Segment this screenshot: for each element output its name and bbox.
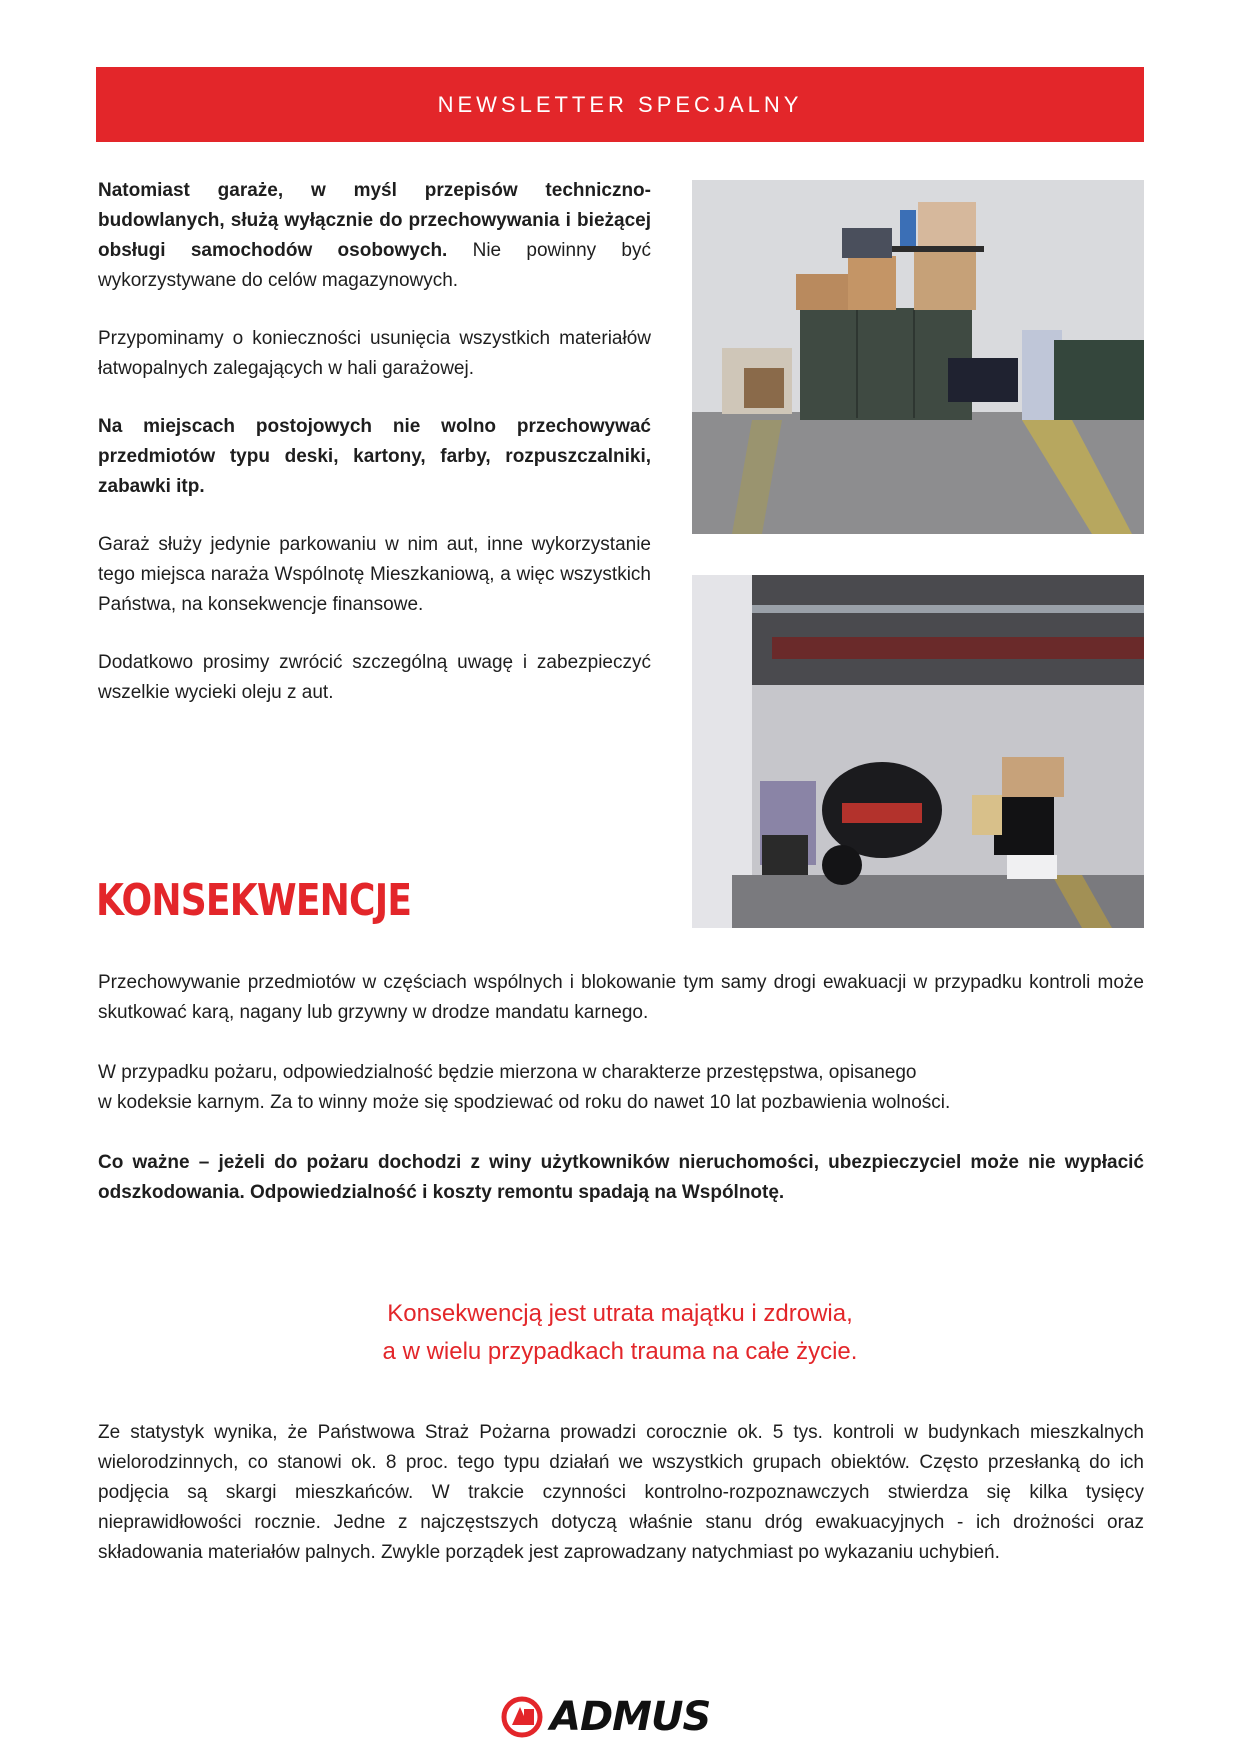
paragraph-garages-bold: Natomiast garaże, w myśl przepisów techniczno-budowlanych, służą wyłącznie do przechowywania i bieżącej obsługi samochodów osobowych. bbox=[98, 180, 651, 261]
statistics-paragraph: Ze statystyk wynika, że Państwowa Straż Pożarna prowadzi corocznie ok. 5 tys. kontroli w budynkach mieszkalnych wielorodzinnych, co stanowi ok. 8 proc. tego typu działań we wszystkich grupach obiektów. Często przesłanką do ich podjęcia są skargi mieszkańców. W trakcie czynności kontrolno-rozpoznawczych stwierdza się kilka tysięcy nieprawidłowości rocznie. Jedne z najczęstszych dotyczą właśnie stanu dróg ewakuacyjnych - ich drożności oraz składowania materiałów palnych. Zwykle porządek jest zaprowadzany natychmiast po wykazaniu uchybień. bbox=[98, 1422, 1144, 1563]
banner-title: NEWSLETTER SPECJALNY bbox=[437, 91, 803, 117]
consequences-paragraph-1: Przechowywanie przedmiotów w częściach wspólnych i blokowanie tym samy drogi ewakuacji w przypadku kontroli może skutkować karą, nagany lub grzywny w drodze mandatu karnego. bbox=[98, 972, 1144, 1023]
quote-line-2: a w wielu przypadkach trauma na całe życie. bbox=[382, 1338, 858, 1365]
paragraph-garages-rest: Nie powinny być wykorzystywane do celów magazynowych. bbox=[98, 240, 651, 291]
paragraph-flammable: Przypominamy o konieczności usunięcia wszystkich materiałów łatwopalnych zalegających w hali garażowej. bbox=[98, 328, 651, 379]
section-heading: KONSEKWENCJE bbox=[96, 875, 412, 926]
paragraph-parking-spots-bold: Na miejscach postojowych nie wolno przechowywać przedmiotów typu deski, kartony, farby, rozpuszczalniki, zabawki itp. bbox=[98, 416, 651, 497]
garage-clutter-illustration bbox=[692, 575, 1144, 928]
garage-storage-illustration bbox=[692, 180, 1144, 534]
statistics-block bbox=[98, 1418, 1144, 1568]
garage-storage-photo bbox=[692, 180, 1144, 534]
paragraph-garage-use: Garaż służy jedynie parkowaniu w nim aut, inne wykorzystanie tego miejsca naraża Wspólnotę Mieszkaniową, a więc wszystkich Państwa, na konsekwencje finansowe. bbox=[98, 534, 651, 615]
left-column bbox=[98, 176, 651, 736]
admus-logo-text: ADMUS bbox=[550, 1694, 711, 1740]
paragraph-oil-leaks: Dodatkowo prosimy zwrócić szczególną uwagę i zabezpieczyć wszelkie wycieki oleju z aut. bbox=[98, 652, 651, 703]
consequences-paragraph-2a: W przypadku pożaru, odpowiedzialność będzie mierzona w charakterze przestępstwa, opisanego bbox=[98, 1062, 917, 1083]
quote-line-1: Konsekwencją jest utrata majątku i zdrowia, bbox=[387, 1300, 853, 1327]
consequences-paragraph-3-block bbox=[98, 1148, 1144, 1208]
paragraph-parking-spots bbox=[98, 412, 651, 502]
consequences-paragraph-3-bold: Co ważne – jeżeli do pożaru dochodzi z winy użytkowników nieruchomości, ubezpieczyciel może nie wypłacić odszkodowania. Odpowiedzialność i koszty remontu spadają na Wspólnotę. bbox=[98, 1152, 1144, 1203]
consequences-paragraph-2-block bbox=[98, 1058, 1144, 1118]
newsletter-banner bbox=[96, 67, 1144, 142]
consequences-paragraph-1-block bbox=[98, 968, 1144, 1028]
highlight-quote bbox=[96, 1295, 1144, 1371]
paragraph-garages bbox=[98, 176, 651, 296]
consequences-paragraph-2b: w kodeksie karnym. Za to winny może się spodziewać od roku do nawet 10 lat pozbawienia wolności. bbox=[98, 1092, 951, 1113]
consequences-paragraph-2 bbox=[98, 1058, 1144, 1118]
consequences-paragraph-3 bbox=[98, 1148, 1144, 1208]
admus-logo-icon bbox=[500, 1695, 544, 1739]
admus-logo bbox=[500, 1695, 740, 1739]
garage-clutter-photo bbox=[692, 575, 1144, 928]
